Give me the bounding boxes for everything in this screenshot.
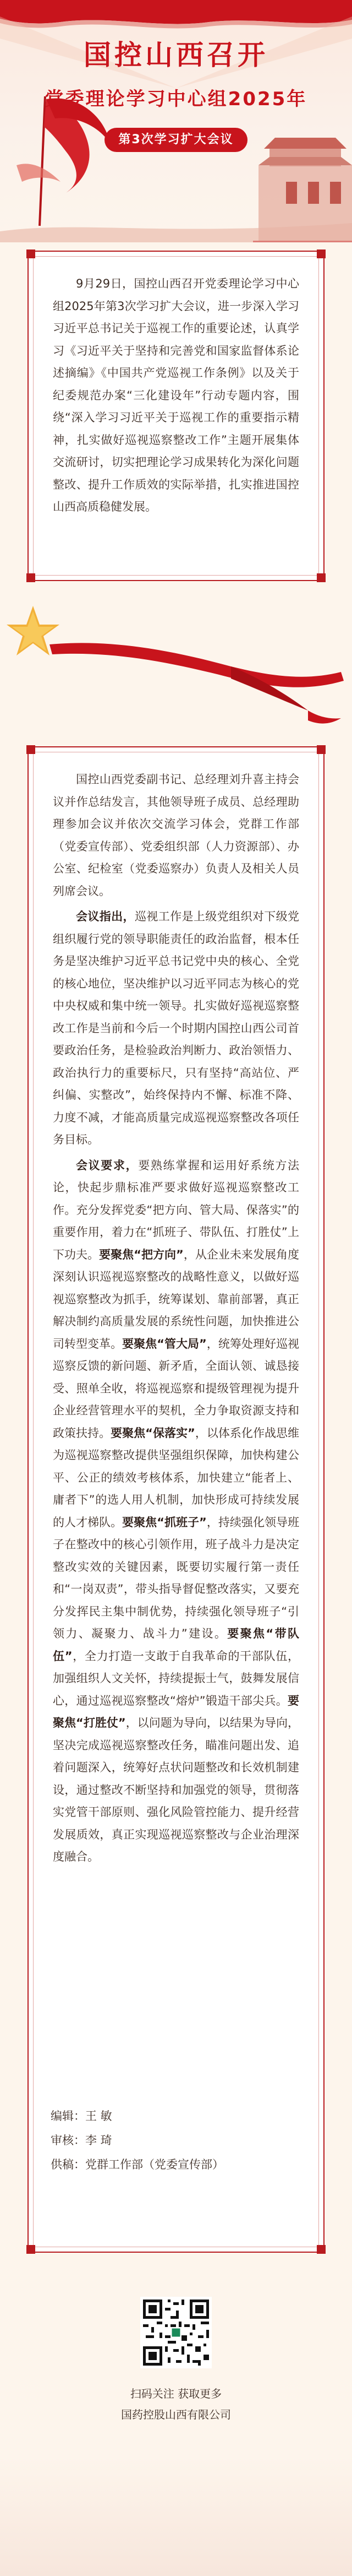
key-point: 要聚焦“抓班子” <box>122 1515 207 1529</box>
header-banner <box>0 0 352 242</box>
meeting-requirements-paragraph: 会议要求，要熟练掌握和运用好系统方法论，快起步鼎标准严要求做好巡视巡察整改工作。充分发挥党委“把方向、管大局、保落实”的重要作用，着力在“抓班子、带队伍、打胜仗”上下功夫。要聚焦“把方向”，从企业未来发展角度深刻认识巡视巡察整改的战略性意义，以做好巡视巡察整改为抓手，统筹谋划、靠前部署，真正解决制约高质量发展的系统性问题，加快推进公司转型变革。要聚焦“管大局”，统筹处理好巡视巡察反馈的新问题、新矛盾，全面认领、诚恳接受、照单全收，将巡视巡察和提级管理视为提升企业经营管理水平的契机，全力争取资源支持和政策扶持。要聚焦“保落实”，以体系化作战思维为巡视巡察整改提供坚强组织保障，加快构建公平、公正的绩效考核体系，加快建立“能者上、庸者下”的选人用人机制，加快形成可持续发展的人才梯队。要聚焦“抓班子”，持续强化领导班子在整改中的核心引领作用，班子战斗力是决定整改实效的关键因素，既要切实履行第一责任和“一岗双责”，带头指导督促整改落实，又要充分发挥民主集中制优势，持续强化领导班子“引领力、凝聚力、战斗力”建设。要聚焦“带队伍”，全力打造一支敢于自我革命的干部队伍，加强组织人文关怀，持续提振士气，鼓舞发展信心，通过巡视巡察整改“熔炉”锻造干部尖兵。要聚焦“打胜仗”，以问题为导向，以结果为导向，坚决完成巡视巡察整改任务，瞄准问题出发、追着问题深入，统筹好点状问题整改和长效机制建设，通过整改不断坚持和加强党的领导，贯彻落实党管干部原则、强化风险管控能力、提升经营发展质效，真正实现巡视巡察整改与企业治理深度融合。 <box>53 1158 300 1863</box>
page-subtitle: 党委理论学习中心组2025年 <box>45 88 307 110</box>
main-content-card <box>28 746 324 2253</box>
intro-card <box>28 251 324 581</box>
footer-band <box>0 2456 352 2576</box>
key-point: 要聚焦“管大局” <box>122 1337 207 1351</box>
paragraph-lead: 会议要求， <box>76 1158 139 1172</box>
key-point: 要聚焦“打胜仗” <box>53 1694 299 1729</box>
key-point: 要聚焦“带队伍” <box>53 1627 299 1663</box>
flag-icon <box>16 96 110 226</box>
qr-caption-scan: 扫码关注 获取更多 <box>130 2387 222 2400</box>
key-point: 要聚焦“把方向” <box>99 1248 184 1261</box>
ribbon-decoration <box>0 584 352 744</box>
meeting-badge: 第3次学习扩大会议 <box>105 128 248 152</box>
reviewer-credit: 审核：李 琦 <box>51 2134 112 2147</box>
qr-caption-company: 国药控股山西有限公司 <box>121 2408 231 2421</box>
provider-credit: 供稿：党群工作部（党委宣传部） <box>51 2158 224 2171</box>
page-title: 国控山西召开 <box>84 39 268 71</box>
editor-credit: 编辑：王 敏 <box>51 2109 112 2123</box>
key-point: 要聚焦“保落实” <box>111 1426 195 1440</box>
intro-paragraph: 9月29日，国控山西召开党委理论学习中心组2025年第3次学习扩大会议，进一步深入学习习近平总书记关于巡视工作的重要论述，认真学习《习近平关于坚持和完善党和国家监督体系论述摘编》《中国共产党巡视工作条例》以及关于纪委规范办案“三化建设年”行动专题内容，围绕“深入学习习近平关于巡视工作的重要指示精神，扎实做好巡视巡察整改工作”主题开展集体交流研讨，切实把理论学习成果转化为深化问题整改、提升工作质效的实际举措，扎实推进国控山西高质稳健发展。 <box>53 277 299 513</box>
credits-block <box>51 2104 224 2177</box>
qr-code-icon[interactable] <box>140 2297 212 2368</box>
paragraph-lead: 会议指出， <box>76 910 135 923</box>
attendance-paragraph: 国控山西党委副书记、总经理刘升喜主持会议并作总结发言，其他领导班子成员、总经理助理参加会议并依次交流学习体会，党群工作部（党委宣传部）、党委组织部（人力资源部）、办公室、纪检室（党委巡察办）负责人及相关人员列席会议。 <box>53 773 299 898</box>
meeting-pointed-out-paragraph: 会议指出，巡视工作是上级党组织对下级党组织履行党的领导职能责任的政治监督，根本任务是坚决维护习近平总书记党中央的核心、全党的核心地位，坚决维护以习近平同志为核心的党中央权威和集中统一领导。扎实做好巡视巡察整改工作是当前和今后一个时期内国控山西公司首要政治任务，是检验政治判断力、政治领悟力、政治执行力的重要标尺，只有坚持“高站位、严纠偏、实整改”，始终保持内不懈、标准不降、力度不减，才能高质量完成巡视巡察整改各项任务目标。 <box>53 910 300 1146</box>
